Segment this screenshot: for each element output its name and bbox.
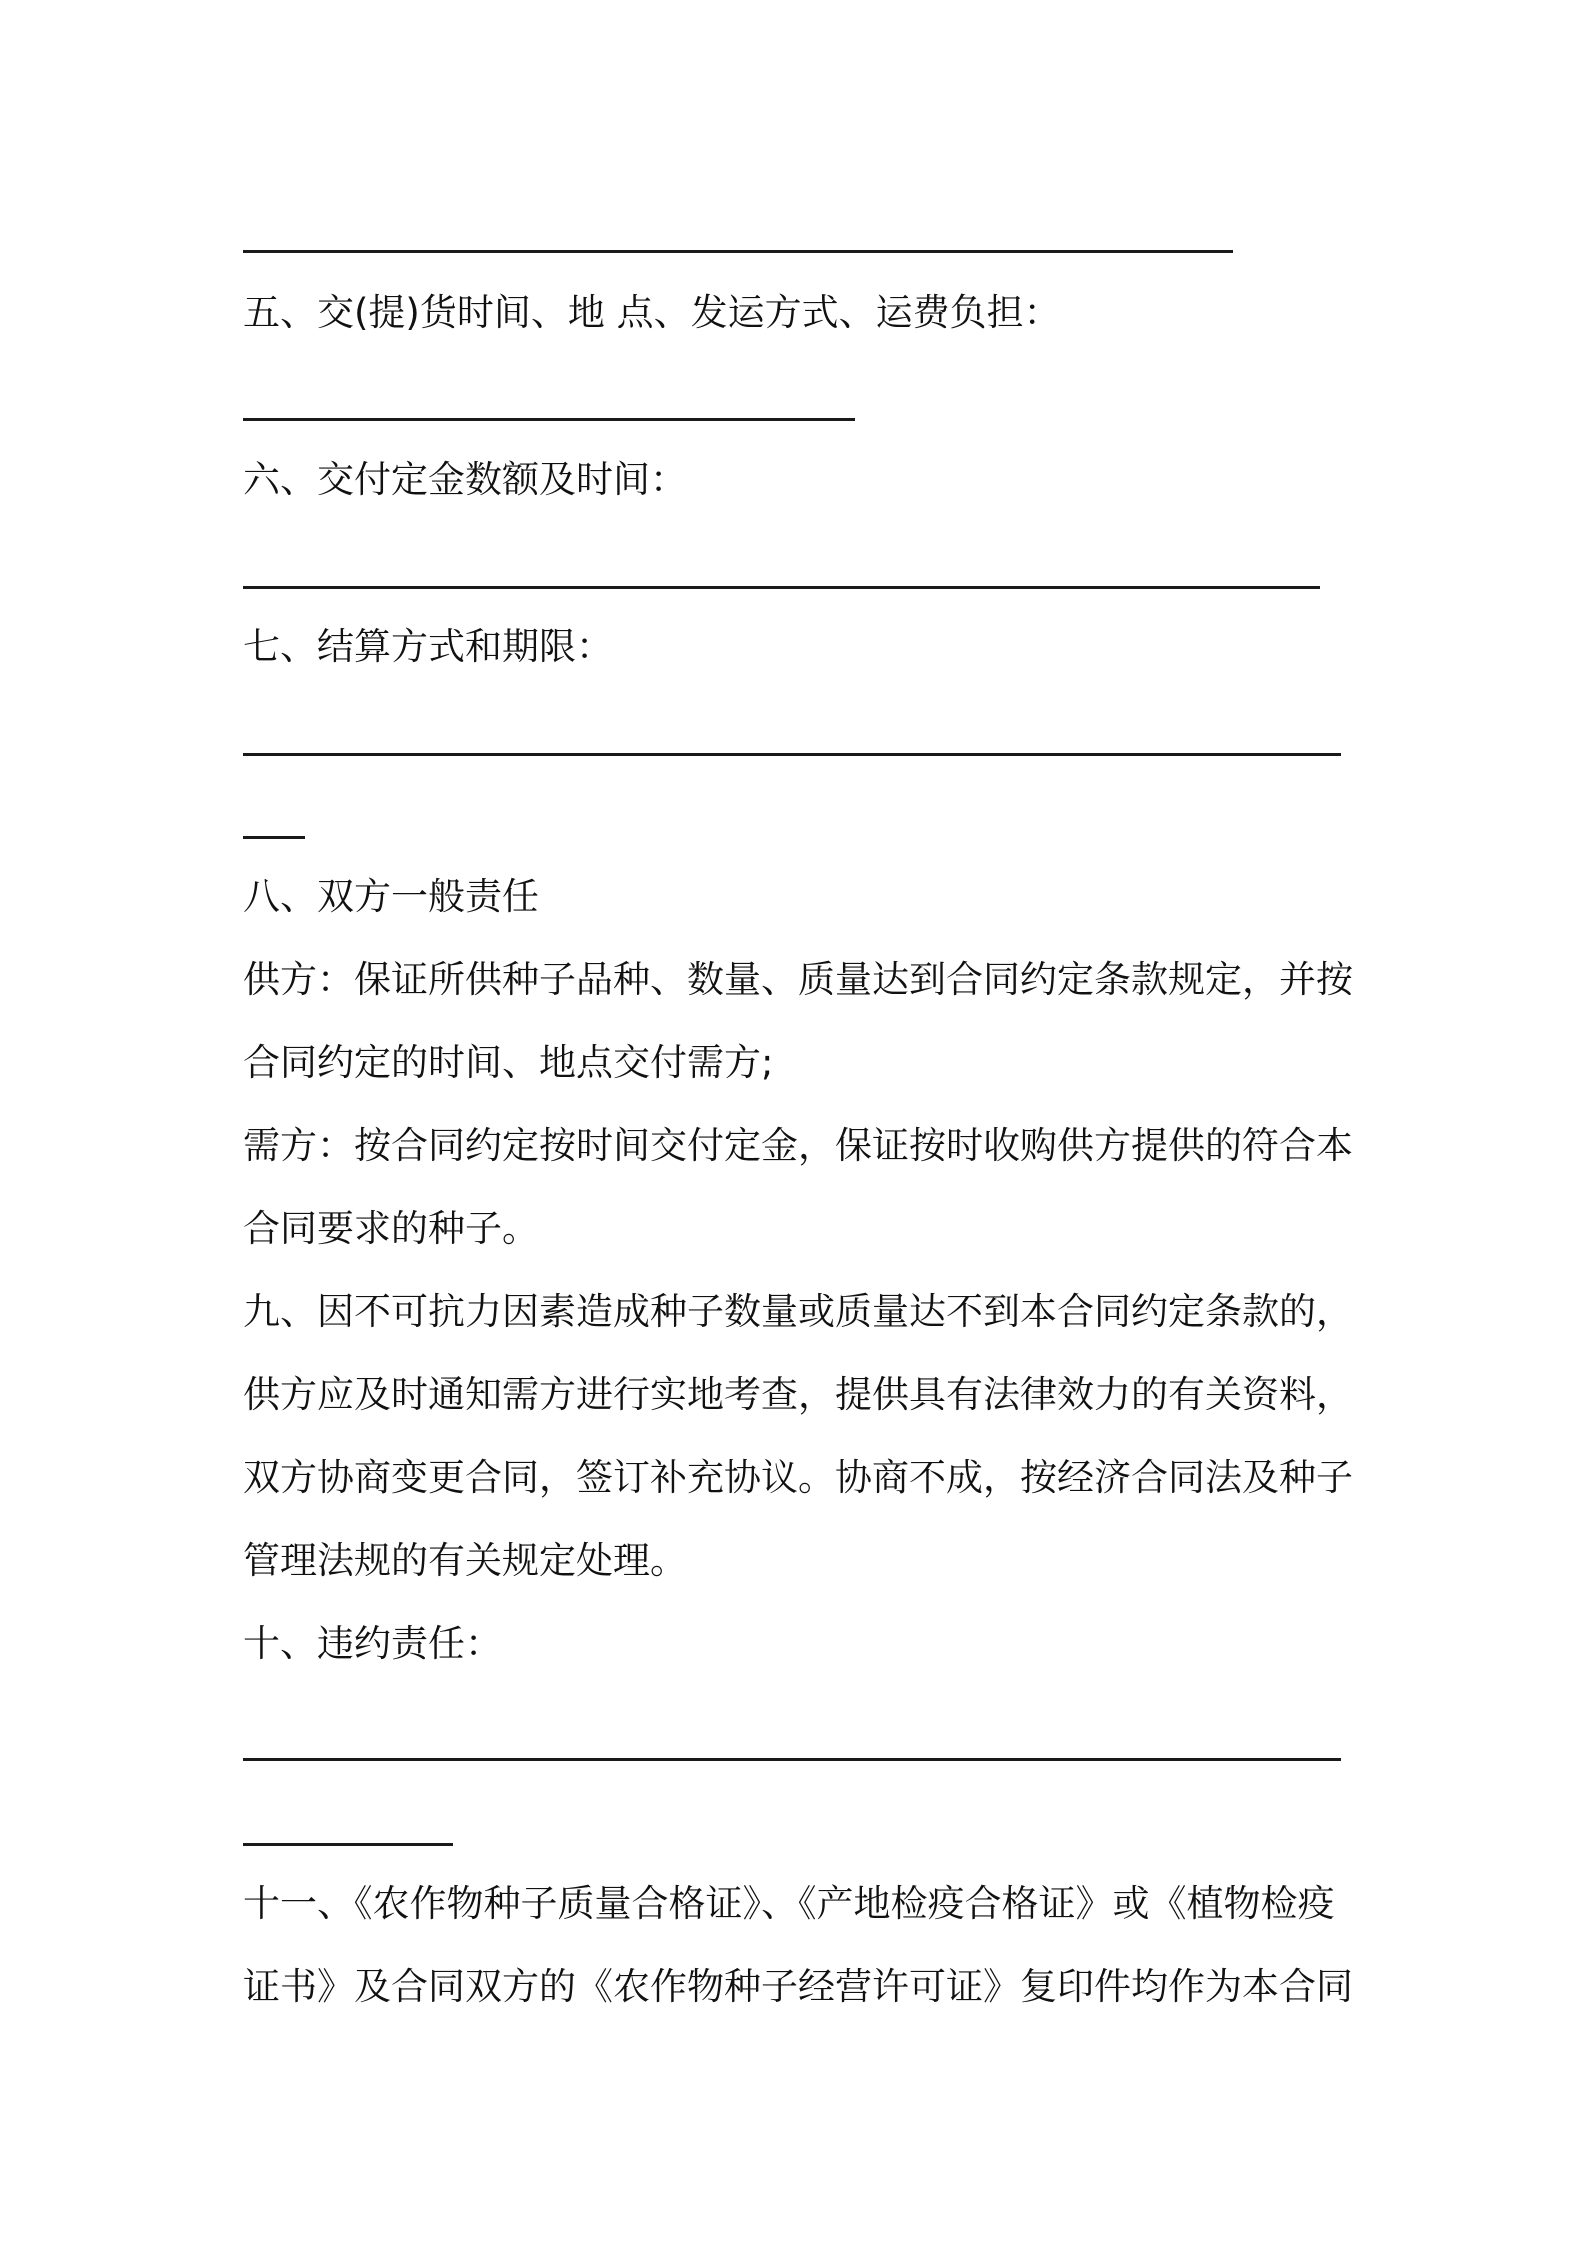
section-11-line-1: 十一、《农作物种子质量合格证》、《产地检疫合格证》或《植物检疫 <box>243 1882 1335 1925</box>
section-8-buyer-line-1: 需方：按合同约定按时间交付定金，保证按时收购供方提供的符合本 <box>243 1124 1353 1167</box>
fill-in-blank-line <box>243 1758 1341 1761</box>
fill-in-blank-line <box>243 250 1233 253</box>
section-8-heading: 八、双方一般责任 <box>243 875 539 918</box>
section-8-supplier-line-1: 供方：保证所供种子品种、数量、质量达到合同约定条款规定，并按 <box>243 958 1353 1001</box>
section-8-buyer-line-2: 合同要求的种子。 <box>243 1207 539 1250</box>
fill-in-blank-line <box>243 753 1341 756</box>
section-9-line-2: 供方应及时通知需方进行实地考查，提供具有法律效力的有关资料， <box>243 1373 1353 1416</box>
section-9-line-3: 双方协商变更合同，签订补充协议。协商不成，按经济合同法及种子 <box>243 1456 1353 1499</box>
section-7-heading: 七、结算方式和期限： <box>243 625 613 668</box>
section-9-line-1: 九、因不可抗力因素造成种子数量或质量达不到本合同约定条款的， <box>243 1290 1353 1333</box>
fill-in-blank-line <box>243 836 305 839</box>
section-6-heading: 六、交付定金数额及时间： <box>243 458 687 501</box>
fill-in-blank-line <box>243 1843 453 1846</box>
section-10-heading: 十、违约责任： <box>243 1622 502 1665</box>
section-11-line-2: 证书》及合同双方的《农作物种子经营许可证》复印件均作为本合同 <box>243 1965 1353 2008</box>
section-5-heading: 五、交(提)货时间、地 点、发运方式、运费负担： <box>243 291 1061 334</box>
fill-in-blank-line <box>243 418 855 421</box>
fill-in-blank-line <box>243 586 1320 589</box>
section-9-line-4: 管理法规的有关规定处理。 <box>243 1539 687 1582</box>
section-8-supplier-line-2: 合同约定的时间、地点交付需方; <box>243 1041 774 1084</box>
